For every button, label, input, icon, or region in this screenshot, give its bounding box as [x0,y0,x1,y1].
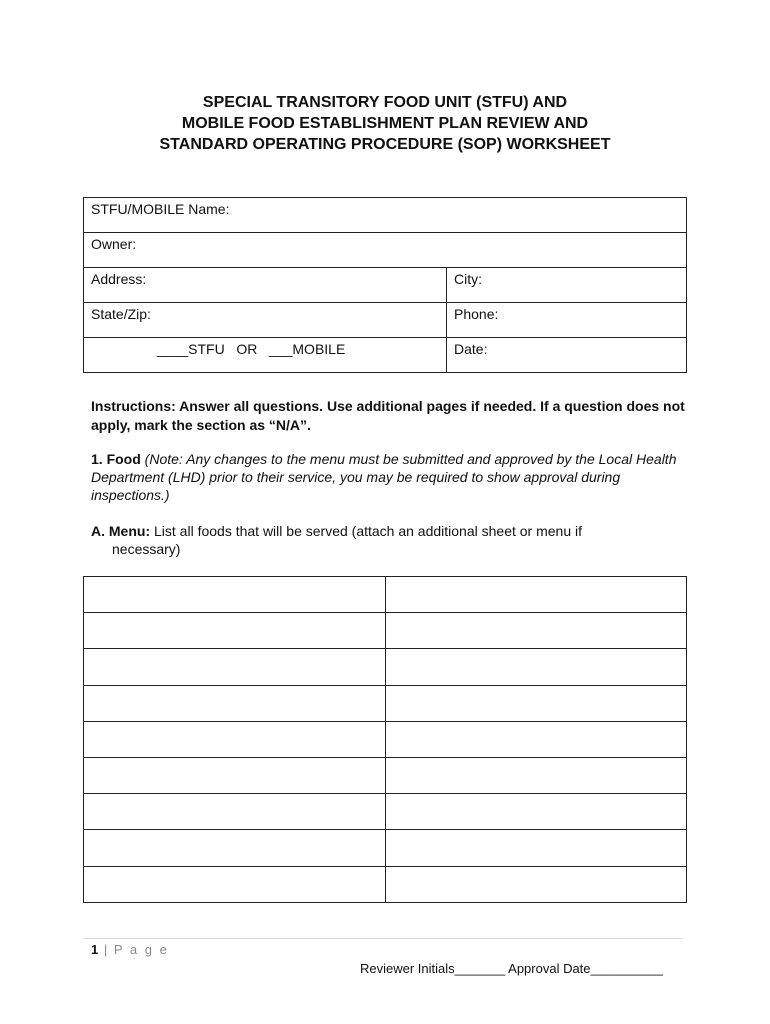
menu-table-row [84,577,687,613]
establishment-info-table [83,197,687,373]
menu-item-cell[interactable] [385,866,687,902]
address-field[interactable] [84,268,447,303]
title-line: SPECIAL TRANSITORY FOOD UNIT (STFU) AND [202,94,568,111]
city-label: City: [454,271,482,287]
state-zip-label: State/Zip: [91,306,151,322]
city-field[interactable] [447,268,687,303]
page-word: P a g e [113,942,169,957]
menu-item-cell[interactable] [385,794,687,830]
menu-table-row [84,757,687,793]
menu-heading: A. Menu: [91,523,151,539]
menu-item-cell[interactable] [84,685,386,721]
document-title [0,92,770,155]
menu-section [91,522,691,558]
title-line: STANDARD OPERATING PROCEDURE (SOP) WORKSHEET [159,136,611,153]
page-number-value: 1 [91,942,100,957]
page-separator: | [103,942,110,957]
date-label: Date: [454,341,488,357]
menu-table [83,576,687,903]
food-note: (Note: Any changes to the menu must be submitted and approved by the Local Health Department (LHD) prior to their service, you may be required to show approval during inspections.) [91,451,677,503]
menu-table-row [84,830,687,866]
menu-table-row [84,794,687,830]
menu-item-cell[interactable] [84,721,386,757]
unit-type-choice: ____STFU OR ___MOBILE [157,341,346,357]
menu-table-row [84,613,687,649]
phone-label: Phone: [454,306,499,322]
menu-item-cell[interactable] [84,794,386,830]
menu-instructions: List all foods that will be served (attach an additional sheet or menu if [154,523,583,539]
reviewer-approval-line: Reviewer Initials_______ Approval Date__________ [360,961,663,976]
instructions-text: Instructions: Answer all questions. Use additional pages if needed. If a question does not apply, mark the section as “N/A”. [91,398,685,433]
owner-label: Owner: [91,236,137,252]
menu-item-cell[interactable] [385,685,687,721]
menu-item-cell[interactable] [84,830,386,866]
name-field[interactable] [84,198,687,233]
menu-instructions-cont: necessary) [112,541,181,557]
food-heading: 1. Food [91,451,141,467]
menu-item-cell[interactable] [385,649,687,685]
menu-item-cell[interactable] [84,577,386,613]
footer-divider [83,938,683,939]
menu-item-cell[interactable] [84,649,386,685]
menu-table-row [84,649,687,685]
food-section [91,450,691,504]
menu-item-cell[interactable] [385,577,687,613]
menu-item-cell[interactable] [385,830,687,866]
menu-item-cell[interactable] [385,721,687,757]
menu-item-cell[interactable] [385,613,687,649]
menu-table-row [84,685,687,721]
owner-field[interactable] [84,233,687,268]
address-label: Address: [91,271,147,287]
title-line: MOBILE FOOD ESTABLISHMENT PLAN REVIEW AND [181,115,589,132]
menu-item-cell[interactable] [84,757,386,793]
menu-item-cell[interactable] [84,613,386,649]
phone-field[interactable] [447,303,687,338]
name-label: STFU/MOBILE Name: [91,201,230,217]
menu-table-row [84,866,687,902]
menu-item-cell[interactable] [385,757,687,793]
state-zip-field[interactable] [84,303,447,338]
menu-table-row [84,721,687,757]
unit-type-field[interactable] [84,338,447,373]
date-field[interactable] [447,338,687,373]
menu-item-cell[interactable] [84,866,386,902]
page-number [91,942,169,957]
